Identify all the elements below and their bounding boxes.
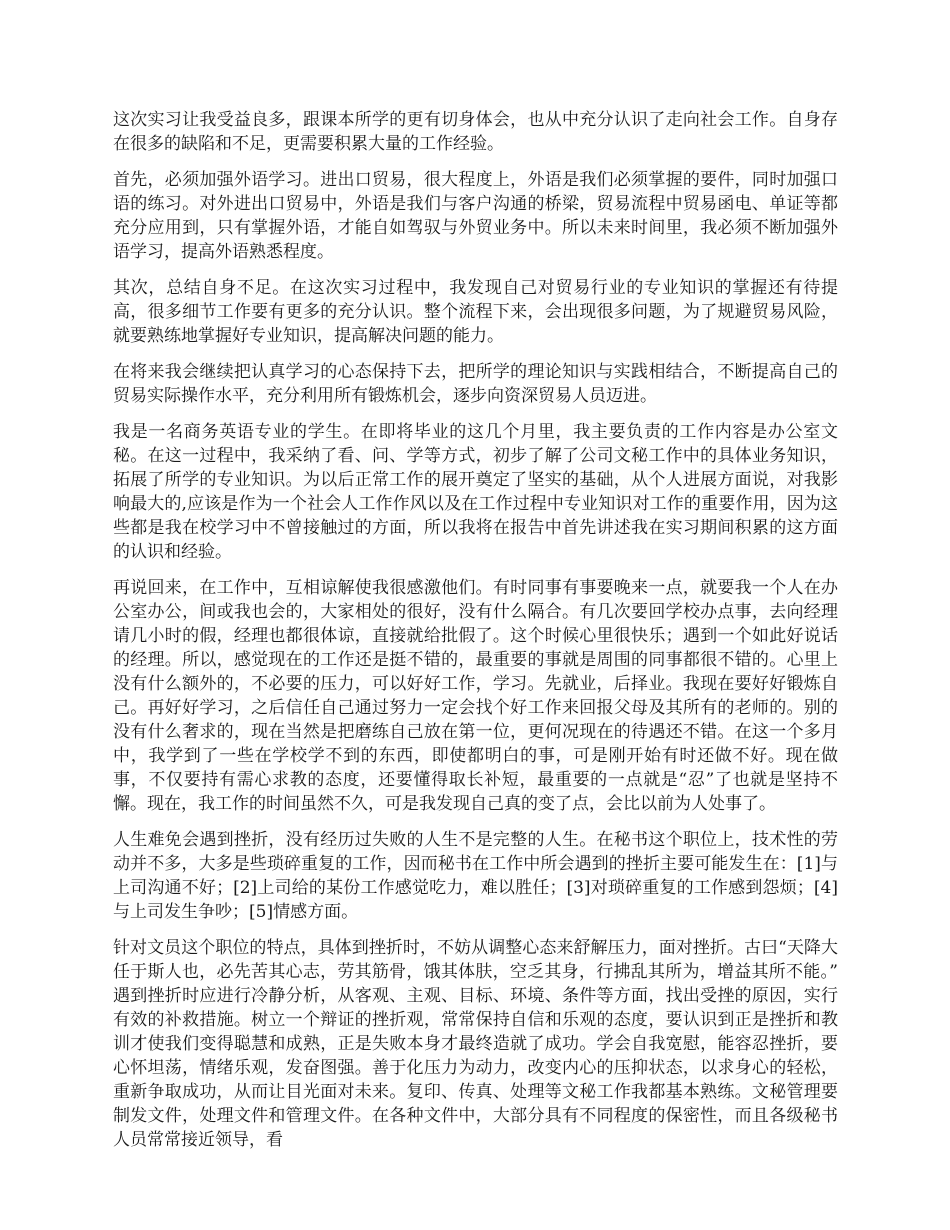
paragraph: 针对文员这个职位的特点，具体到挫折时，不妨从调整心态来舒解压力，面对挫折。古曰“天降大任于斯人也，必先苦其心志，劳其筋骨，饿其体肤，空乏其身，行拂乱其所为，增益其所不能。” 遇到挫折时应进行冷静分析，从客观、主观、目标、环境、条件等方面，找出受挫的原因，实行有效的补救措施。树立一个辩证的挫折观，常常保持自信和乐观的态度，要认识到正是挫折和教训才使我们变得聪慧和成熟，正是失败本身才最终造就了成功。学会自我宽慰，能容忍挫折，要心怀坦荡，情绪乐观，发奋图强。善于化压力为动力，改变内心的压抑状态，以求身心的轻松，重新争取成功，从而让目光面对未来。复印、传真、处理等文秘工作我都基本熟练。文秘管理要制发文件，处理文件和管理文件。在各种文件中，大部分具有不同程度的保密性，而且各级秘书人员常常接近领导，看 xyxy=(113,938,838,1150)
paragraph: 其次，总结自身不足。在这次实习过程中，我发现自己对贸易行业的专业知识的掌握还有待提高，很多细节工作要有更多的充分认识。整个流程下来，会出现很多问题，为了规避贸易风险，就要熟练地掌握好专业知识，提高解决问题的能力。 xyxy=(113,278,838,346)
paragraph: 这次实习让我受益良多，跟课本所学的更有切身体会，也从中充分认识了走向社会工作。自身存在很多的缺陷和不足，更需要积累大量的工作经验。 xyxy=(113,110,838,154)
document-body xyxy=(113,108,838,1164)
paragraph: 首先，必须加强外语学习。进出口贸易，很大程度上，外语是我们必须掌握的要件，同时加强口语的练习。对外进出口贸易中，外语是我们与客户沟通的桥梁，贸易流程中贸易函电、单证等都充分应用到，只有掌握外语，才能自如驾驭与外贸业务中。所以未来时间里，我必须不断加强外语学习，提高外语熟悉程度。 xyxy=(113,170,838,262)
paragraph: 再说回来，在工作中，互相谅解使我很感激他们。有时同事有事要晚来一点，就要我一个人在办公室办公，间或我也会的，大家相处的很好，没有什么隔合。有几次要回学校办点事，去向经理请几小时的假，经理也都很体谅，直接就给批假了。这个时候心里很快乐；遇到一个如此好说话的经理。所以，感觉现在的工作还是挺不错的，最重要的事就是周围的同事都很不错的。心里上没有什么额外的，不必要的压力，可以好好工作，学习。先就业，后择业。我现在要好好锻炼自己。再好好学习，之后信任自己通过努力一定会找个好工作来回报父母及其所有的老师的。别的没有什么奢求的，现在当然是把磨练自己放在第一位，更何况现在的待遇还不错。在这一个多月中，我学到了一些在学校学不到的东西，即使都明白的事，可是刚开始有时还做不好。现在做事，不仅要持有需心求教的态度，还要懂得取长补短，最重要的一点就是“忍”了也就是坚持不懈。现在，我工作的时间虽然不久，可是我发现自己真的变了点，会比以前为人处事了。 xyxy=(113,578,838,814)
paragraph: 人生难免会遇到挫折，没有经历过失败的人生不是完整的人生。在秘书这个职位上，技术性的劳动并不多，大多是些琐碎重复的工作，因而秘书在工作中所会遇到的挫折主要可能发生在：[1]与上司沟通不好；[2]上司给的某份工作感觉吃力，难以胜任；[3]对琐碎重复的工作感到怨烦；[4]与上司发生争吵；[5]情感方面。 xyxy=(113,830,838,922)
paragraph: 我是一名商务英语专业的学生。在即将毕业的这几个月里，我主要负责的工作内容是办公室文秘。在这一过程中，我采纳了看、问、学等方式，初步了解了公司文秘工作中的具体业务知识，拓展了所学的专业知识。为以后正常工作的展开奠定了坚实的基础，从个人进展方面说，对我影响最大的,应该是作为一个社会人工作作风以及在工作过程中专业知识对工作的重要作用，因为这些都是我在校学习中不曾接触过的方面，所以我将在报告中首先讲述我在实习期间积累的这方面的认识和经验。 xyxy=(113,422,838,562)
paragraph: 在将来我会继续把认真学习的心态保持下去，把所学的理论知识与实践相结合，不断提高自己的贸易实际操作水平，充分利用所有锻炼机会，逐步向资深贸易人员迈进。 xyxy=(113,362,838,406)
